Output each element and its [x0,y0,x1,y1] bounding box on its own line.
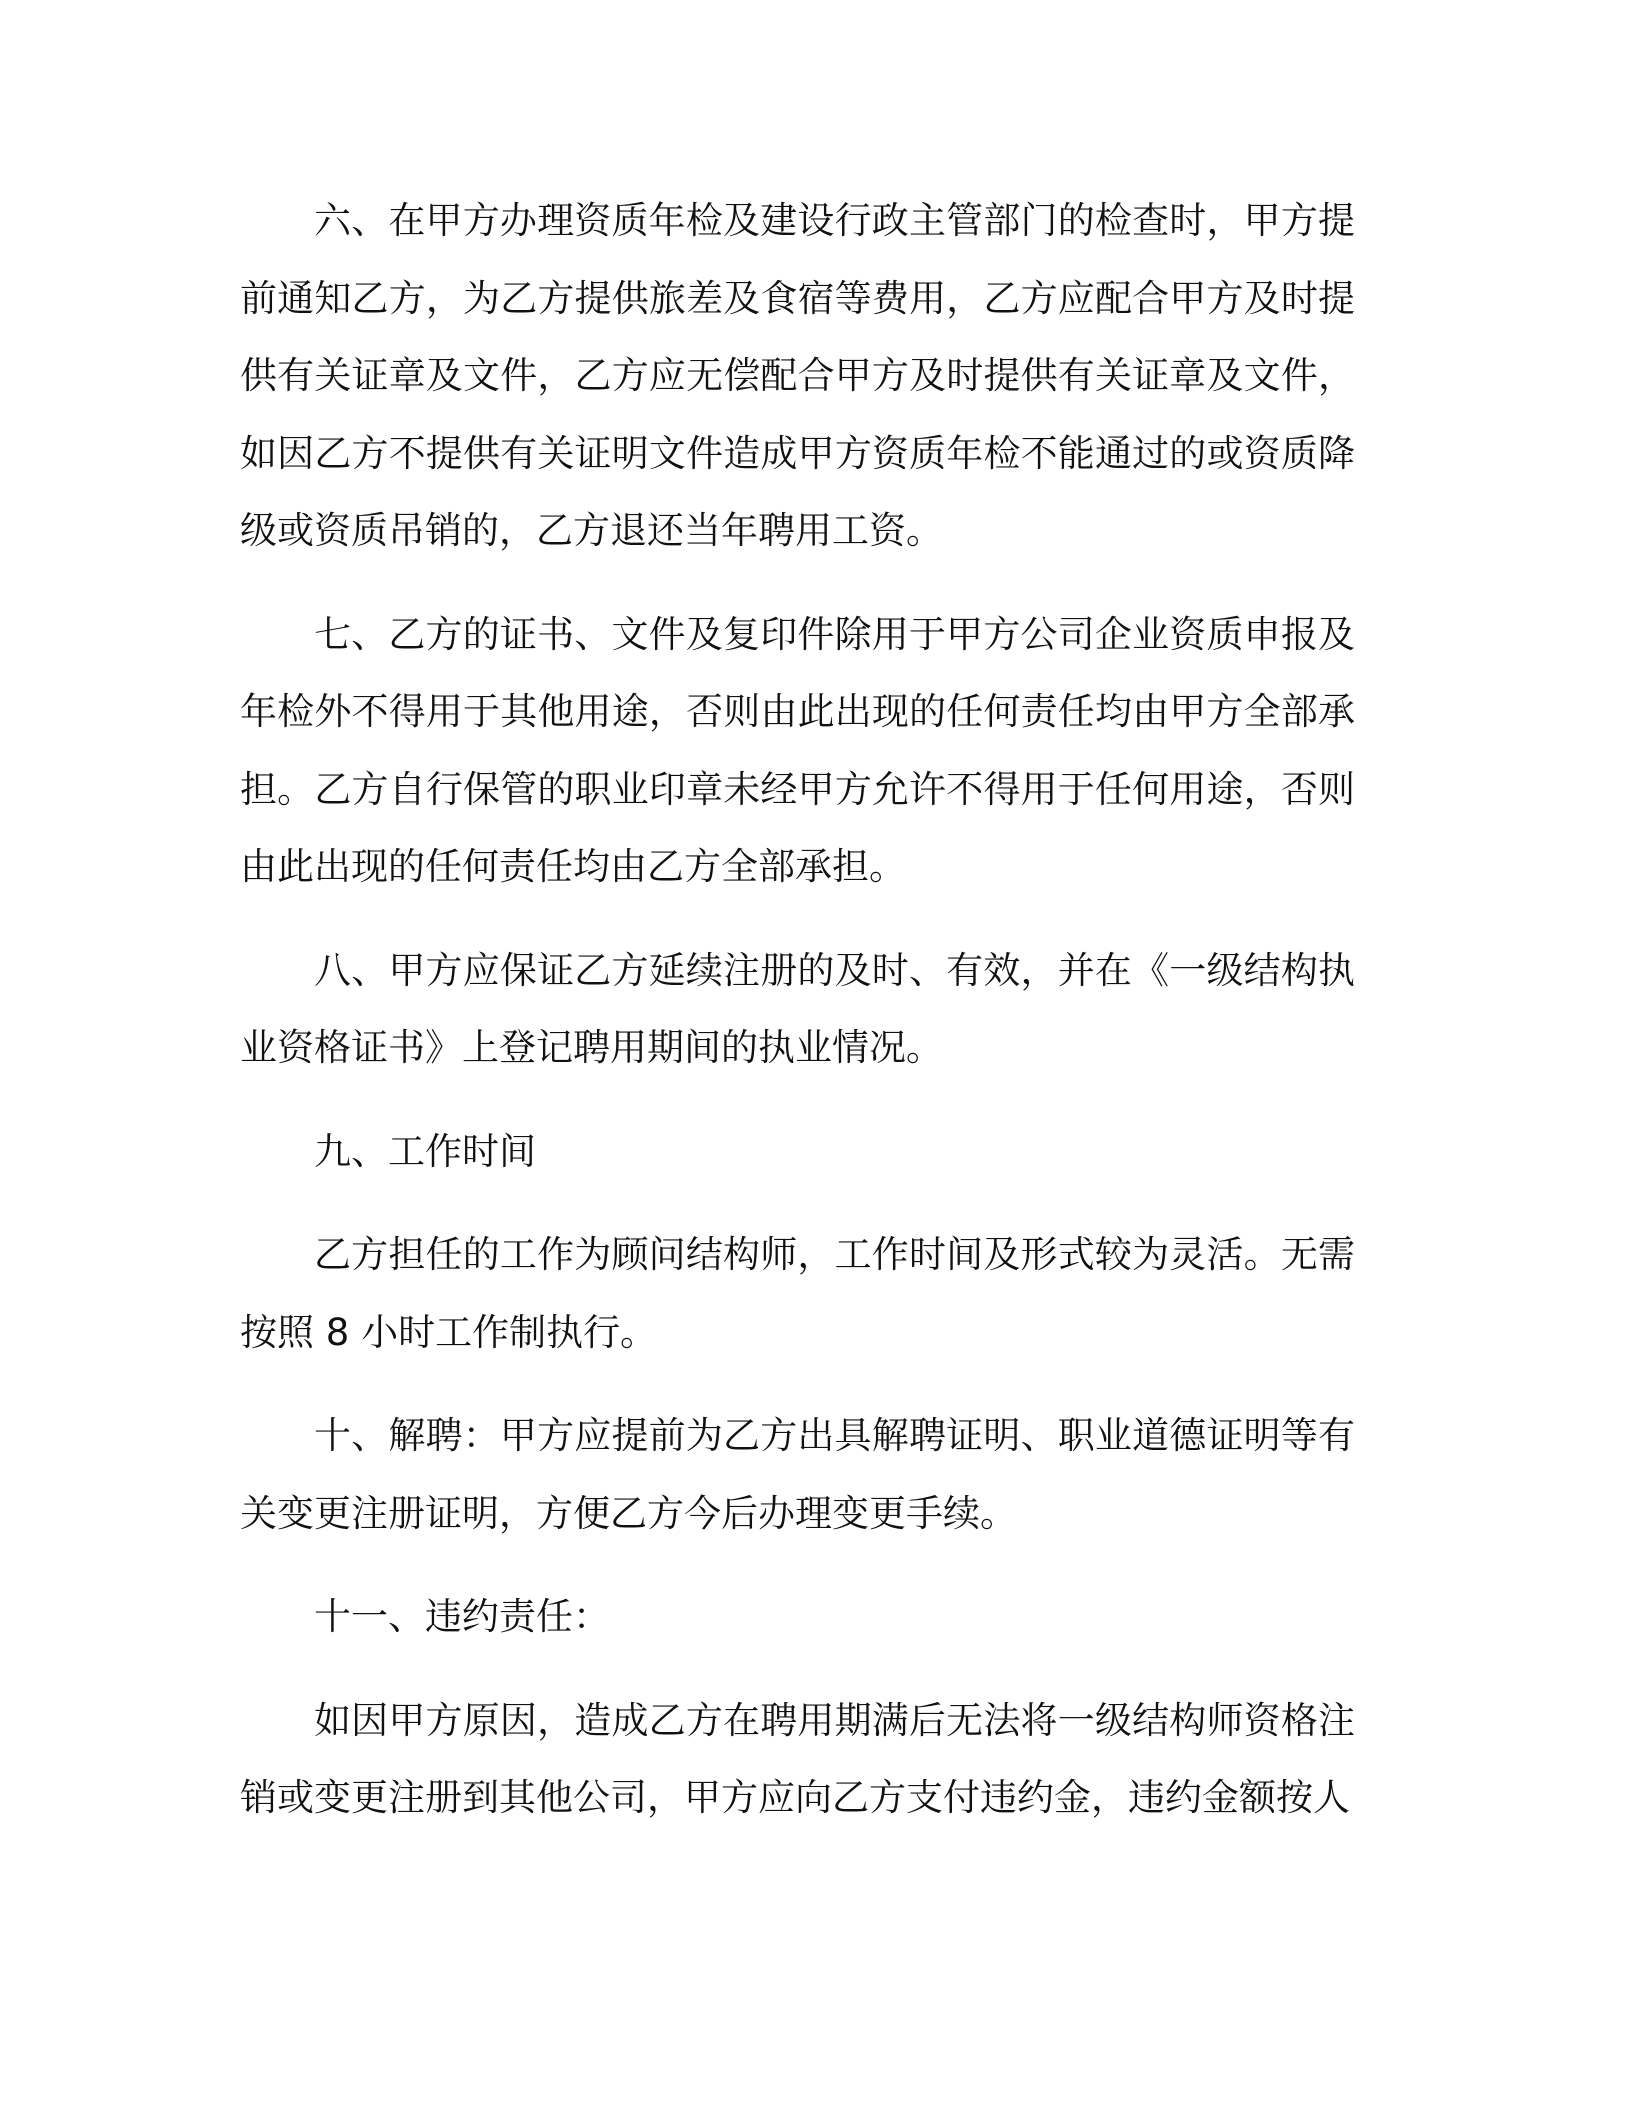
clause-8-paragraph: 八、甲方应保证乙方延续注册的及时、有效，并在《一级结构执业资格证书》上登记聘用期间的执业情况。 [240,948,1355,1069]
clause-6-paragraph: 六、在甲方办理资质年检及建设行政主管部门的检查时，甲方提前通知乙方，为乙方提供旅差及食宿等费用，乙方应配合甲方及时提供有关证章及文件，乙方应无偿配合甲方及时提供有关证章及文件，如因乙方不提供有关证明文件造成甲方资质年检不能通过的或资质降级或资质吊销的，乙方退还当年聘用工资。 [240,199,1355,552]
clause-9-paragraph: 乙方担任的工作为顾问结构师，工作时间及形式较为灵活。无需按照 8 小时工作制执行。 [240,1233,1355,1354]
clause-9-heading: 九、工作时间 [314,1129,536,1173]
clause-10-paragraph: 十、解聘：甲方应提前为乙方出具解聘证明、职业道德证明等有关变更注册证明，方便乙方今后办理变更手续。 [240,1414,1355,1535]
document-body [240,182,1355,1863]
clause-7-paragraph: 七、乙方的证书、文件及复印件除用于甲方公司企业资质申报及年检外不得用于其他用途，否则由此出现的任何责任均由甲方全部承担。乙方自行保管的职业印章未经甲方允许不得用于任何用途，否则由此出现的任何责任均由乙方全部承担。 [240,612,1355,888]
clause-11-paragraph: 如因甲方原因，造成乙方在聘用期满后无法将一级结构师资格注销或变更注册到其他公司，甲方应向乙方支付违约金，违约金额按人 [240,1698,1355,1819]
clause-11-heading: 十一、违约责任： [314,1595,610,1638]
